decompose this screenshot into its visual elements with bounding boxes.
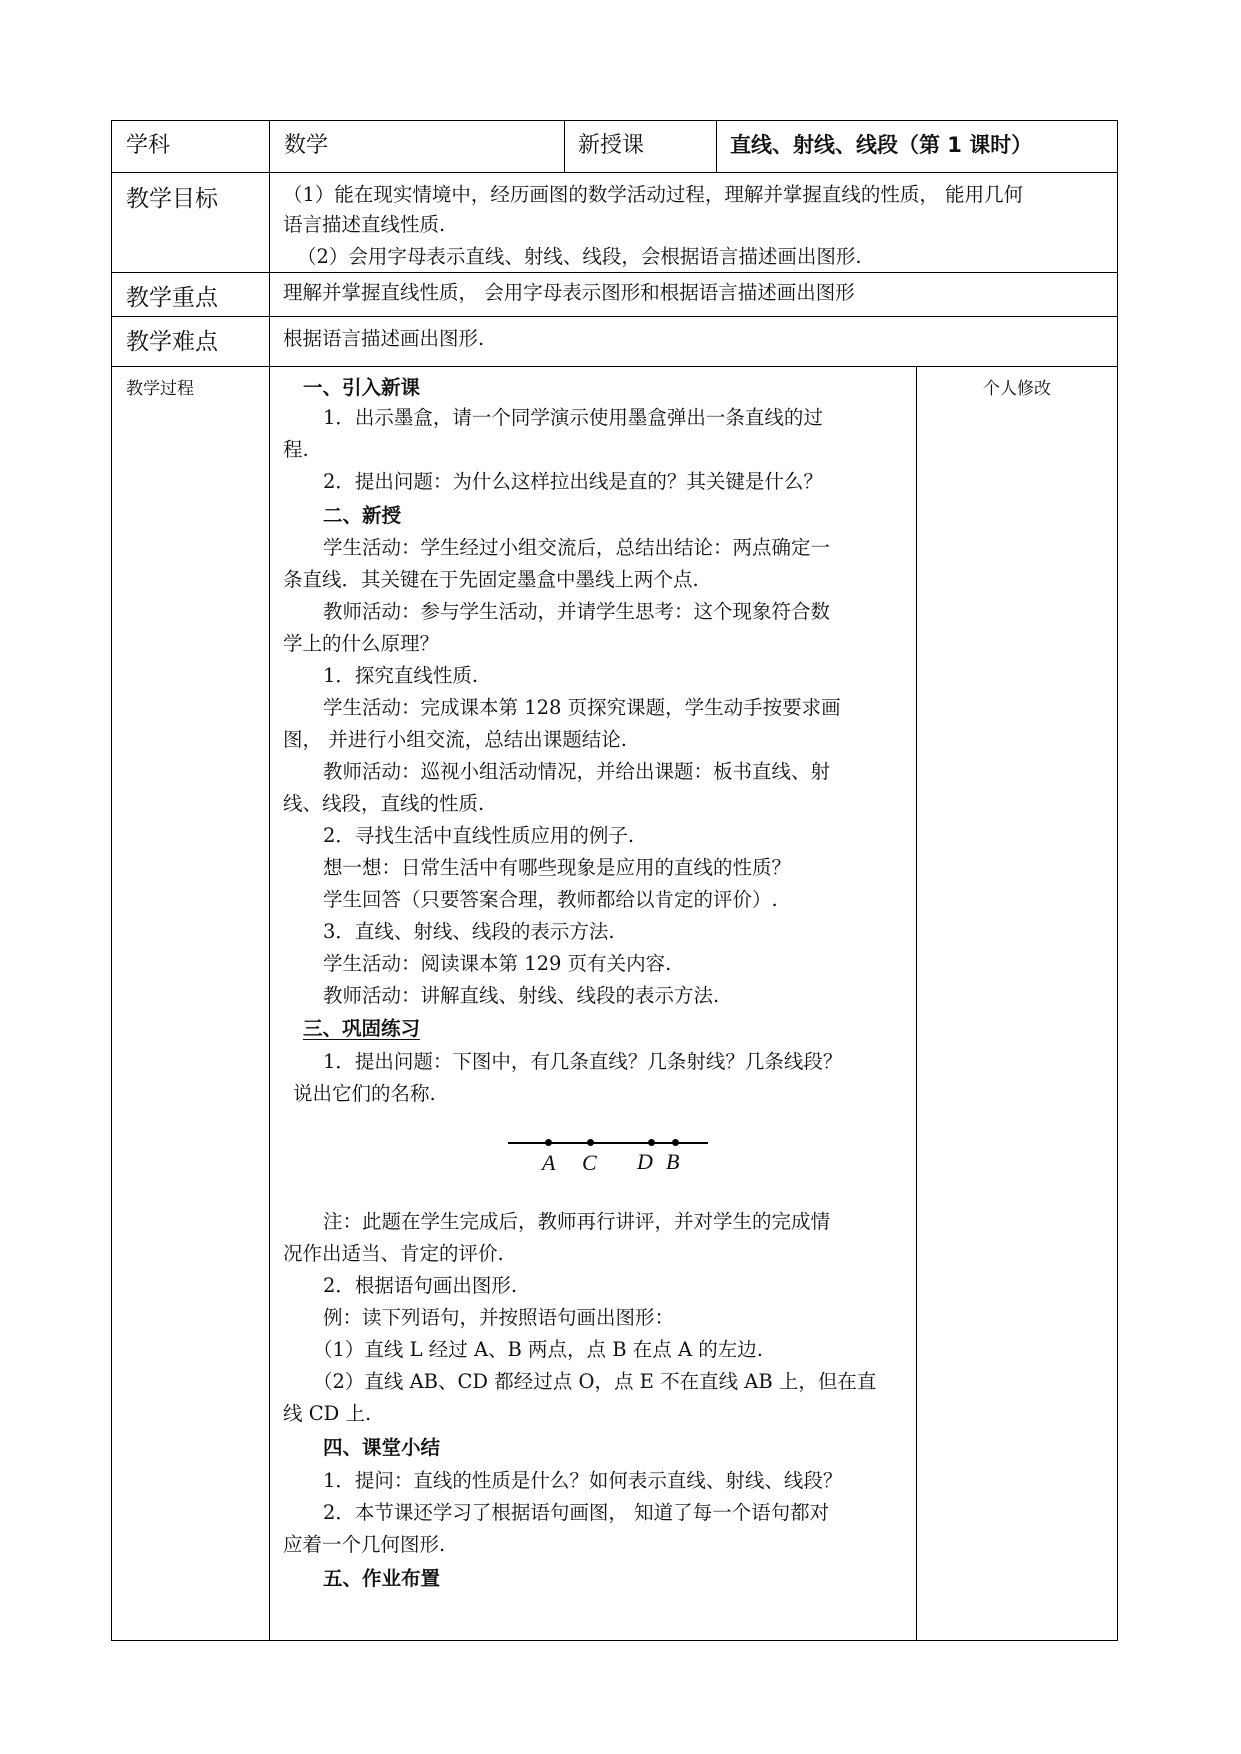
personal-edit-label: 个人修改 <box>983 379 1051 399</box>
objectives-label: 教学目标 <box>126 186 218 212</box>
process-line: 教师活动：参与学生活动，并请学生思考：这个现象符合数 <box>323 600 831 623</box>
process-line: 2．提出问题：为什么这样拉出线是直的？其关键是什么？ <box>323 470 823 493</box>
process-line: 想一想：日常生活中有哪些现象是应用的直线的性质？ <box>323 856 792 879</box>
process-label: 教学过程 <box>126 379 194 399</box>
subject-label: 学科 <box>126 133 171 158</box>
process-line: 1．探究直线性质. <box>323 664 479 687</box>
process-line: 况作出适当、肯定的评价. <box>283 1242 504 1265</box>
difficulties-text: 根据语言描述画出图形. <box>283 327 485 350</box>
table-row-divider <box>111 366 1118 367</box>
objectives-line-1: （1）能在现实情境中，经历画图的数学活动过程，理解并掌握直线的性质， 能用几何 <box>283 183 1024 206</box>
objectives-line-2: 语言描述直线性质. <box>283 213 446 236</box>
point-b-dot <box>672 1139 679 1146</box>
process-line: 学上的什么原理？ <box>283 632 440 655</box>
process-line: 3．直线、射线、线段的表示方法. <box>323 920 615 943</box>
point-c-dot <box>587 1139 594 1146</box>
section-heading: 四、课堂小结 <box>323 1436 441 1459</box>
table-col-divider <box>716 120 717 173</box>
key-points-label: 教学重点 <box>126 285 218 311</box>
table-border-bottom <box>111 1640 1118 1641</box>
point-d-label: D <box>637 1149 653 1174</box>
process-line: 学生活动：学生经过小组交流后，总结出结论：两点确定一 <box>323 536 831 559</box>
process-line: 教师活动：讲解直线、射线、线段的表示方法. <box>323 984 720 1007</box>
process-line: 学生活动：阅读课本第 129 页有关内容. <box>323 952 672 975</box>
process-line: 1．提出问题：下图中，有几条直线？几条射线？几条线段？ <box>323 1050 843 1073</box>
table-border-top <box>111 120 1118 121</box>
process-line: 2．本节课还学习了根据语句画图， 知道了每一个语句都对 <box>323 1501 830 1524</box>
section-heading: 五、作业布置 <box>323 1567 441 1590</box>
difficulties-label: 教学难点 <box>126 329 218 355</box>
process-line: （2）直线 AB、CD 都经过点 O，点 E 不在直线 AB 上，但在直 <box>313 1370 877 1393</box>
section-heading: 三、巩固练习 <box>303 1017 421 1040</box>
point-a-dot <box>545 1139 552 1146</box>
process-line: 学生回答（只要答案合理，教师都给以肯定的评价）. <box>323 888 778 911</box>
process-line: 应着一个几何图形. <box>283 1533 446 1556</box>
section-heading: 一、引入新课 <box>303 376 421 399</box>
process-line: 注：此题在学生完成后，教师再行讲评，并对学生的完成情 <box>323 1210 831 1233</box>
table-border-right <box>1117 120 1118 1641</box>
lesson-title: 直线、射线、线段（第 1 课时） <box>730 133 1033 157</box>
process-line: 1．出示墨盒，请一个同学演示使用墨盒弹出一条直线的过 <box>323 406 823 429</box>
point-a-label: A <box>542 1150 556 1175</box>
lesson-type: 新授课 <box>578 133 645 158</box>
point-d-dot <box>648 1139 655 1146</box>
process-line: 线 CD 上. <box>283 1402 372 1425</box>
process-line: 条直线．其关键在于先固定墨盒中墨线上两个点. <box>283 568 699 591</box>
process-line: 2．根据语句画出图形. <box>323 1274 518 1297</box>
process-line: 说出它们的名称. <box>293 1082 436 1105</box>
objectives-line-3: （2）会用字母表示直线、射线、线段，会根据语言描述画出图形. <box>297 245 862 268</box>
table-row-divider <box>111 272 1118 273</box>
line-figure <box>500 1130 720 1180</box>
process-line: 教师活动：巡视小组活动情况，并给出课题：板书直线、射 <box>323 760 831 783</box>
table-col-divider <box>916 366 917 1641</box>
table-border-left <box>111 120 112 1641</box>
subject-value: 数学 <box>284 133 329 158</box>
process-line: 图， 并进行小组交流，总结出课题结论. <box>283 728 627 751</box>
section-heading: 二、新授 <box>323 504 402 527</box>
point-b-label: B <box>666 1149 680 1174</box>
process-line: （1）直线 L 经过 A、B 两点，点 B 在点 A 的左边. <box>313 1338 763 1361</box>
process-line: 线、线段，直线的性质. <box>283 792 485 815</box>
table-row-divider <box>111 316 1118 317</box>
process-line: 1．提问：直线的性质是什么？如何表示直线、射线、线段？ <box>323 1469 843 1492</box>
key-points-text: 理解并掌握直线性质， 会用字母表示图形和根据语言描述画出图形 <box>283 281 855 304</box>
table-row-divider <box>111 172 1118 173</box>
point-c-label: C <box>582 1150 597 1175</box>
process-line: 程. <box>283 438 309 461</box>
table-col-divider <box>269 120 270 1641</box>
table-col-divider <box>564 120 565 173</box>
process-line: 学生活动：完成课本第 128 页探究课题，学生动手按要求画 <box>323 696 841 719</box>
process-line: 2．寻找生活中直线性质应用的例子. <box>323 824 635 847</box>
process-line: 例：读下列语句，并按照语句画出图形： <box>323 1306 675 1329</box>
